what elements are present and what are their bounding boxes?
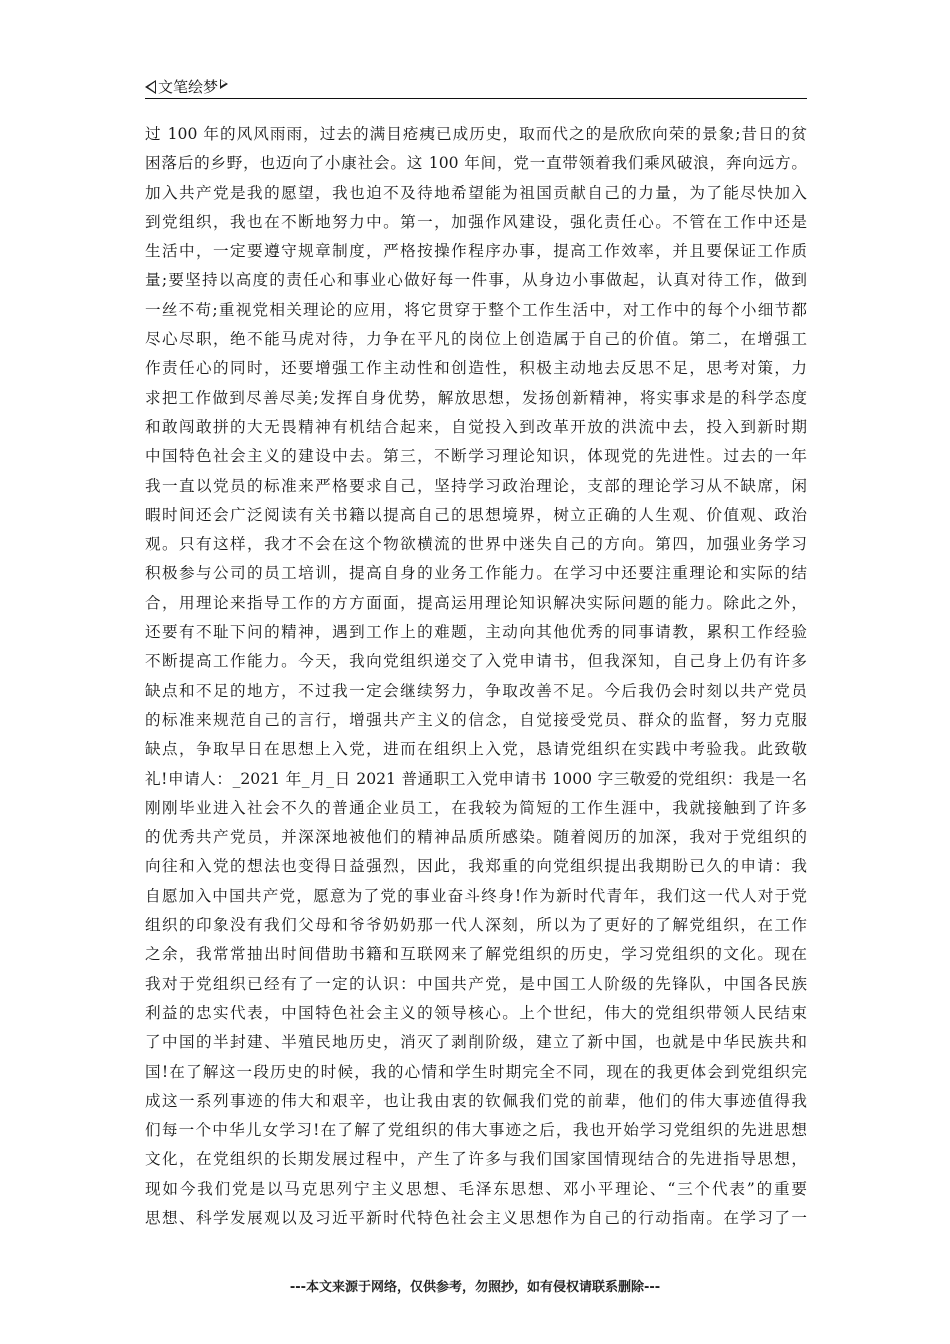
body-line: 成这一系列事迹的伟大和艰辛，也让我由衷的钦佩我们党的前辈，他们的伟大事迹值得我 [145,1091,807,1110]
body-line: 刚刚毕业进入社会不久的普通企业员工，在我较为简短的工作生涯中，我就接触到了许多 [145,798,807,817]
body-line: 积极参与公司的员工培训，提高自身的业务工作能力。在学习中还要注重理论和实际的结 [145,564,807,583]
page-header [145,74,807,99]
body-line: 组织的印象没有我们父母和爷爷奶奶那一代人深刻，所以为了更好的了解党组织，在工作 [145,916,807,935]
body-line: 们每一个中华儿女学习!在了解了党组织的伟大事迹之后，我也开始学习党组织的先进思想 [145,1121,807,1140]
body-line: 尽心尽职，绝不能马虎对待，力争在平凡的岗位上创造属于自己的价值。第二，在增强工 [145,330,807,349]
body-line: 一丝不苟;重视党相关理论的应用，将它贯穿于整个工作生活中，对工作中的每个小细节都 [145,300,807,319]
body-line: 利益的忠实代表，中国特色社会主义的领导核心。上个世纪，伟大的党组织带领人民结束 [145,1003,807,1022]
left-triangle-icon [145,80,156,94]
body-line: 暇时间还会广泛阅读有关书籍以提高自己的思想境界，树立正确的人生观、价值观、政治 [145,505,807,524]
body-line: 我一直以党员的标准来严格要求自己，坚持学习政治理论，支部的理论学习从不缺席，闲 [145,476,807,495]
body-line: 到党组织，我也在不断地努力中。第一，加强作风建设，强化责任心。不管在工作中还是 [145,212,807,231]
body-line: 合，用理论来指导工作的方方面面，提高运用理论知识解决实际问题的能力。除此之外， [145,593,807,612]
footer-notice: ---本文来源于网络，仅供参考，勿照抄，如有侵权请联系删除--- [289,1280,661,1295]
body-line: 困落后的乡野，也迈向了小康社会。这 100 年间，党一直带领着我们乘风破浪，奔向远方。 [145,154,807,173]
body-line: 自愿加入中国共产党，愿意为了党的事业奋斗终身!作为新时代青年，我们这一代人对于党 [145,886,807,905]
right-triangle-icon [220,79,228,89]
brand-text: 文笔绘梦 [158,78,219,96]
body-line: 中国特色社会主义的建设中去。第三，不断学习理论知识，体现党的先进性。过去的一年 [145,447,807,466]
body-line: 和敢闯敢拼的大无畏精神有机结合起来，自觉投入到改革开放的洪流中去，投入到新时期 [145,417,807,436]
body-line: 之余，我常常抽出时间借助书籍和互联网来了解党组织的历史，学习党组织的文化。现在 [145,945,807,964]
body-line: 缺点和不足的地方，不过我一定会继续努力，争取改善不足。今后我仍会时刻以共产党员 [145,681,807,700]
body-line: 观。只有这样，我才不会在这个物欲横流的世界中迷失自己的方向。第四，加强业务学习 [145,535,807,554]
body-line: 的标准来规范自己的言行，增强共产主义的信念，自觉接受党员、群众的监督，努力克服 [145,710,807,729]
body-line: 思想、科学发展观以及习近平新时代特色社会主义思想作为自己的行动指南。在学习了一 [145,1208,807,1227]
body-line: 我对于党组织已经有了一定的认识：中国共产党，是中国工人阶级的先锋队，中国各民族 [145,974,807,993]
body-line: 向往和入党的想法也变得日益强烈，因此，我郑重的向党组织提出我期盼已久的申请：我 [145,857,807,876]
body-line: 礼!申请人：_2021 年_月_日 2021 普通职工入党申请书 1000 字三敬爱的党组织：我是一名 [145,769,807,788]
document-body [145,120,807,1233]
body-line: 量;要坚持以高度的责任心和事业心做好每一件事，从身边小事做起，认真对待工作，做到 [145,271,807,290]
body-line: 国!在了解这一段历史的时候，我的心情和学生时期完全不同，现在的我更体会到党组织完 [145,1062,807,1081]
body-line: 不断提高工作能力。今天，我向党组织递交了入党申请书，但我深知，自己身上仍有许多 [145,652,807,671]
body-line: 还要有不耻下问的精神，遇到工作上的难题，主动向其他优秀的同事请教，累积工作经验 [145,623,807,642]
body-line: 加入共产党是我的愿望，我也迫不及待地希望能为祖国贡献自己的力量，为了能尽快加入 [145,183,807,202]
body-line: 了中国的半封建、半殖民地历史，消灭了剥削阶级，建立了新中国，也就是中华民族共和 [145,1033,807,1052]
body-line: 生活中，一定要遵守规章制度，严格按操作程序办事，提高工作效率，并且要保证工作质 [145,242,807,261]
body-line: 缺点，争取早日在思想上入党，进而在组织上入党，恳请党组织在实践中考验我。此致敬 [145,740,807,759]
body-line: 求把工作做到尽善尽美;发挥自身优势，解放思想，发扬创新精神，将实事求是的科学态度 [145,388,807,407]
body-line: 过 100 年的风风雨雨，过去的满目疮痍已成历史，取而代之的是欣欣向荣的景象;昔日的贫 [145,125,807,143]
body-line: 现如今我们党是以马克思列宁主义思想、毛泽东思想、邓小平理论、“三个代表”的重要 [145,1179,807,1198]
body-line: 的优秀共产党员，并深深地被他们的精神品质所感染。随着阅历的加深，我对于党组织的 [145,828,807,847]
header-brand [145,76,228,97]
body-line: 作责任心的同时，还要增强工作主动性和创造性，积极主动地去反思不足，思考对策，力 [145,359,807,378]
body-line: 文化，在党组织的长期发展过程中，产生了许多与我们国家国情现结合的先进指导思想， [145,1150,807,1169]
